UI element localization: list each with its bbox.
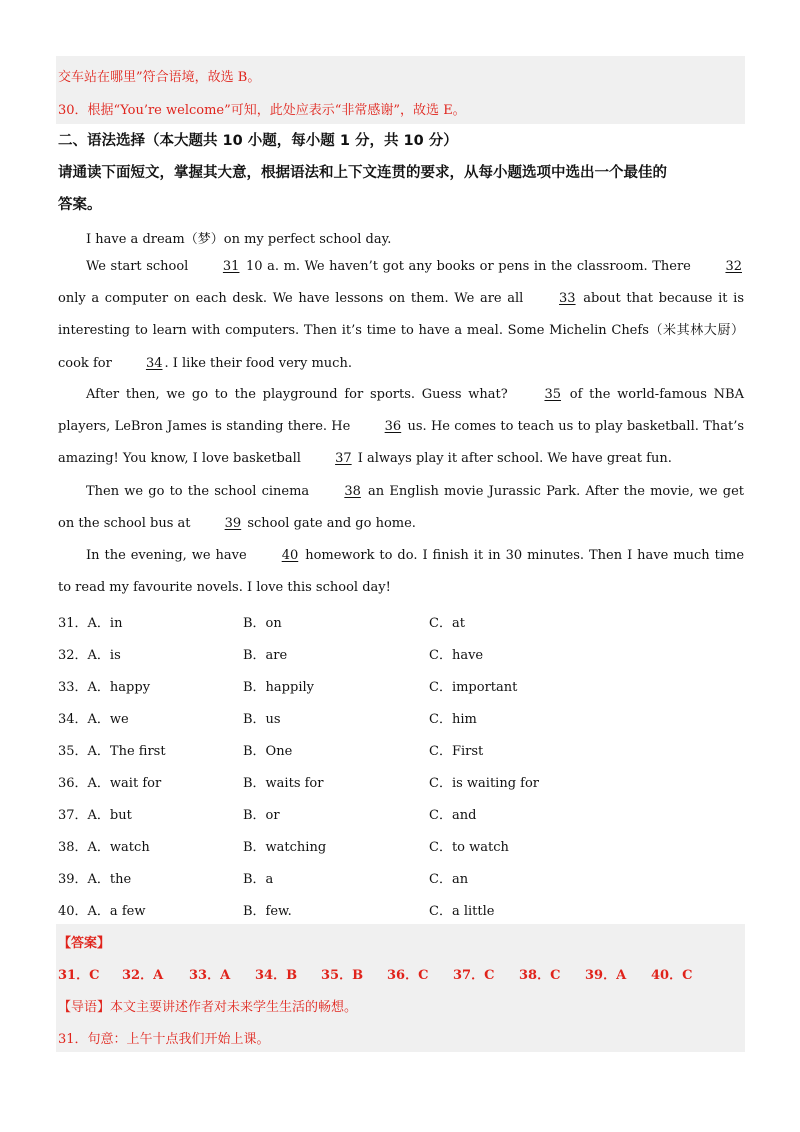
answer-item: 31．C (58, 968, 100, 983)
explanation-line-1: 交车站在哪里”符合语境，故选 B。 (58, 70, 261, 85)
option-b: B．or (243, 808, 280, 823)
option-a: 38．A．watch (58, 840, 150, 855)
passage-text: of the world-famous NBA players, LeBron James is standing there. He (58, 387, 745, 435)
passage-paragraph-5 (58, 540, 744, 604)
passage-text: . I like their food very much. (164, 355, 352, 371)
blank-39: 39 (224, 516, 242, 532)
passage-text: about that because it is interesting to learn with computers. Then it’s time to have a meal. Some Michelin Chefs（米其林大厨）cook for (58, 291, 744, 371)
passage-text: homework to do. I finish it in 30 minutes. Then I have much time to read my favourite novels. I love this school day! (58, 548, 745, 596)
passage-paragraph-2 (58, 251, 744, 380)
answer-item: 39．A (585, 968, 627, 983)
option-c: C．important (429, 680, 518, 695)
passage-text: an English movie Jurassic Park. After the movie, we get on the school bus at (58, 484, 744, 532)
answer-item: 32．A (122, 968, 164, 983)
option-a: 34．A．we (58, 712, 129, 727)
blank-40: 40 (281, 548, 299, 563)
passage-text: After then, we go to the playground for sports. Guess what? (86, 387, 515, 402)
option-a: 37．A．but (58, 808, 132, 823)
option-c: C．and (429, 808, 477, 823)
option-a: 31．A．in (58, 616, 123, 631)
answer-item: 36．C (387, 968, 429, 983)
option-b: B．happily (243, 680, 314, 695)
option-b: B．One (243, 744, 293, 759)
option-b: B．us (243, 712, 281, 727)
blank-33: 33 (559, 291, 576, 307)
passage-text: school gate and go home. (243, 516, 416, 532)
option-b: B．on (243, 616, 282, 631)
passage-text: only a computer on each desk. We have lessons on them. We are all (58, 291, 530, 307)
passage-text: In the evening, we have (86, 548, 252, 563)
answer-item: 34．B (255, 968, 298, 983)
passage-text: We start school (86, 259, 193, 274)
option-a: 36．A．wait for (58, 776, 162, 791)
option-c: C．at (429, 616, 465, 631)
guide-text: 【导语】本文主要讲述作者对未来学生生活的畅想。 (58, 1000, 358, 1015)
blank-35: 35 (544, 387, 562, 402)
blank-34: 34 (145, 355, 163, 371)
option-a: 39．A．the (58, 872, 132, 887)
option-b: B．are (243, 648, 288, 663)
option-c: C．an (429, 872, 469, 887)
passage-paragraph-1: I have a dream（梦）on my perfect school day. (86, 232, 392, 247)
passage-paragraph-3 (58, 379, 744, 476)
answer-item: 38．C (519, 968, 561, 983)
option-a: 33．A．happy (58, 680, 151, 695)
option-c: C．to watch (429, 840, 509, 855)
section-instruction-1: 请通读下面短文，掌握其大意，根据语法和上下文连贯的要求，从每小题选项中选出一个最佳的 (58, 165, 667, 181)
option-c: C．is waiting for (429, 776, 540, 791)
explanation-31: 31．句意：上午十点我们开始上课。 (58, 1032, 270, 1047)
option-a: 40．A．a few (58, 904, 146, 919)
passage-paragraph-4 (58, 476, 744, 540)
answer-item: 33．A (189, 968, 231, 983)
option-c: C．him (429, 712, 477, 727)
blank-36: 36 (384, 419, 402, 435)
option-a: 32．A．is (58, 648, 121, 663)
passage-text: 10 a. m. We haven’t got any books or pens in the classroom. There (241, 259, 696, 274)
option-c: C．a little (429, 904, 495, 919)
section-instruction-2: 答案。 (58, 197, 102, 213)
blank-31: 31 (222, 259, 240, 274)
blank-38: 38 (344, 484, 361, 499)
option-b: B．few. (243, 904, 292, 919)
option-c: C．First (429, 744, 484, 759)
answer-item: 40．C (651, 968, 693, 983)
answer-label: 【答案】 (58, 936, 111, 951)
blank-32: 32 (725, 259, 742, 274)
option-b: B．waits for (243, 776, 324, 791)
option-b: B．watching (243, 840, 327, 855)
explanation-line-2: 30．根据“You’re welcome”可知，此处应表示“非常感谢”，故选 E。 (58, 103, 466, 118)
option-c: C．have (429, 648, 484, 663)
answer-item: 37．C (453, 968, 495, 983)
option-b: B．a (243, 872, 274, 887)
section-title: 二、语法选择（本大题共 10 小题，每小题 1 分，共 10 分） (58, 133, 458, 149)
passage-text: I always play it after school. We have great fun. (353, 451, 672, 467)
passage-text: Then we go to the school cinema (86, 484, 315, 499)
answer-item: 35．B (321, 968, 364, 983)
option-a: 35．A．The first (58, 744, 166, 759)
blank-37: 37 (335, 451, 352, 467)
passage-text: us. He comes to teach us to play basketball. That’s amazing! You know, I love basketball (58, 419, 744, 467)
